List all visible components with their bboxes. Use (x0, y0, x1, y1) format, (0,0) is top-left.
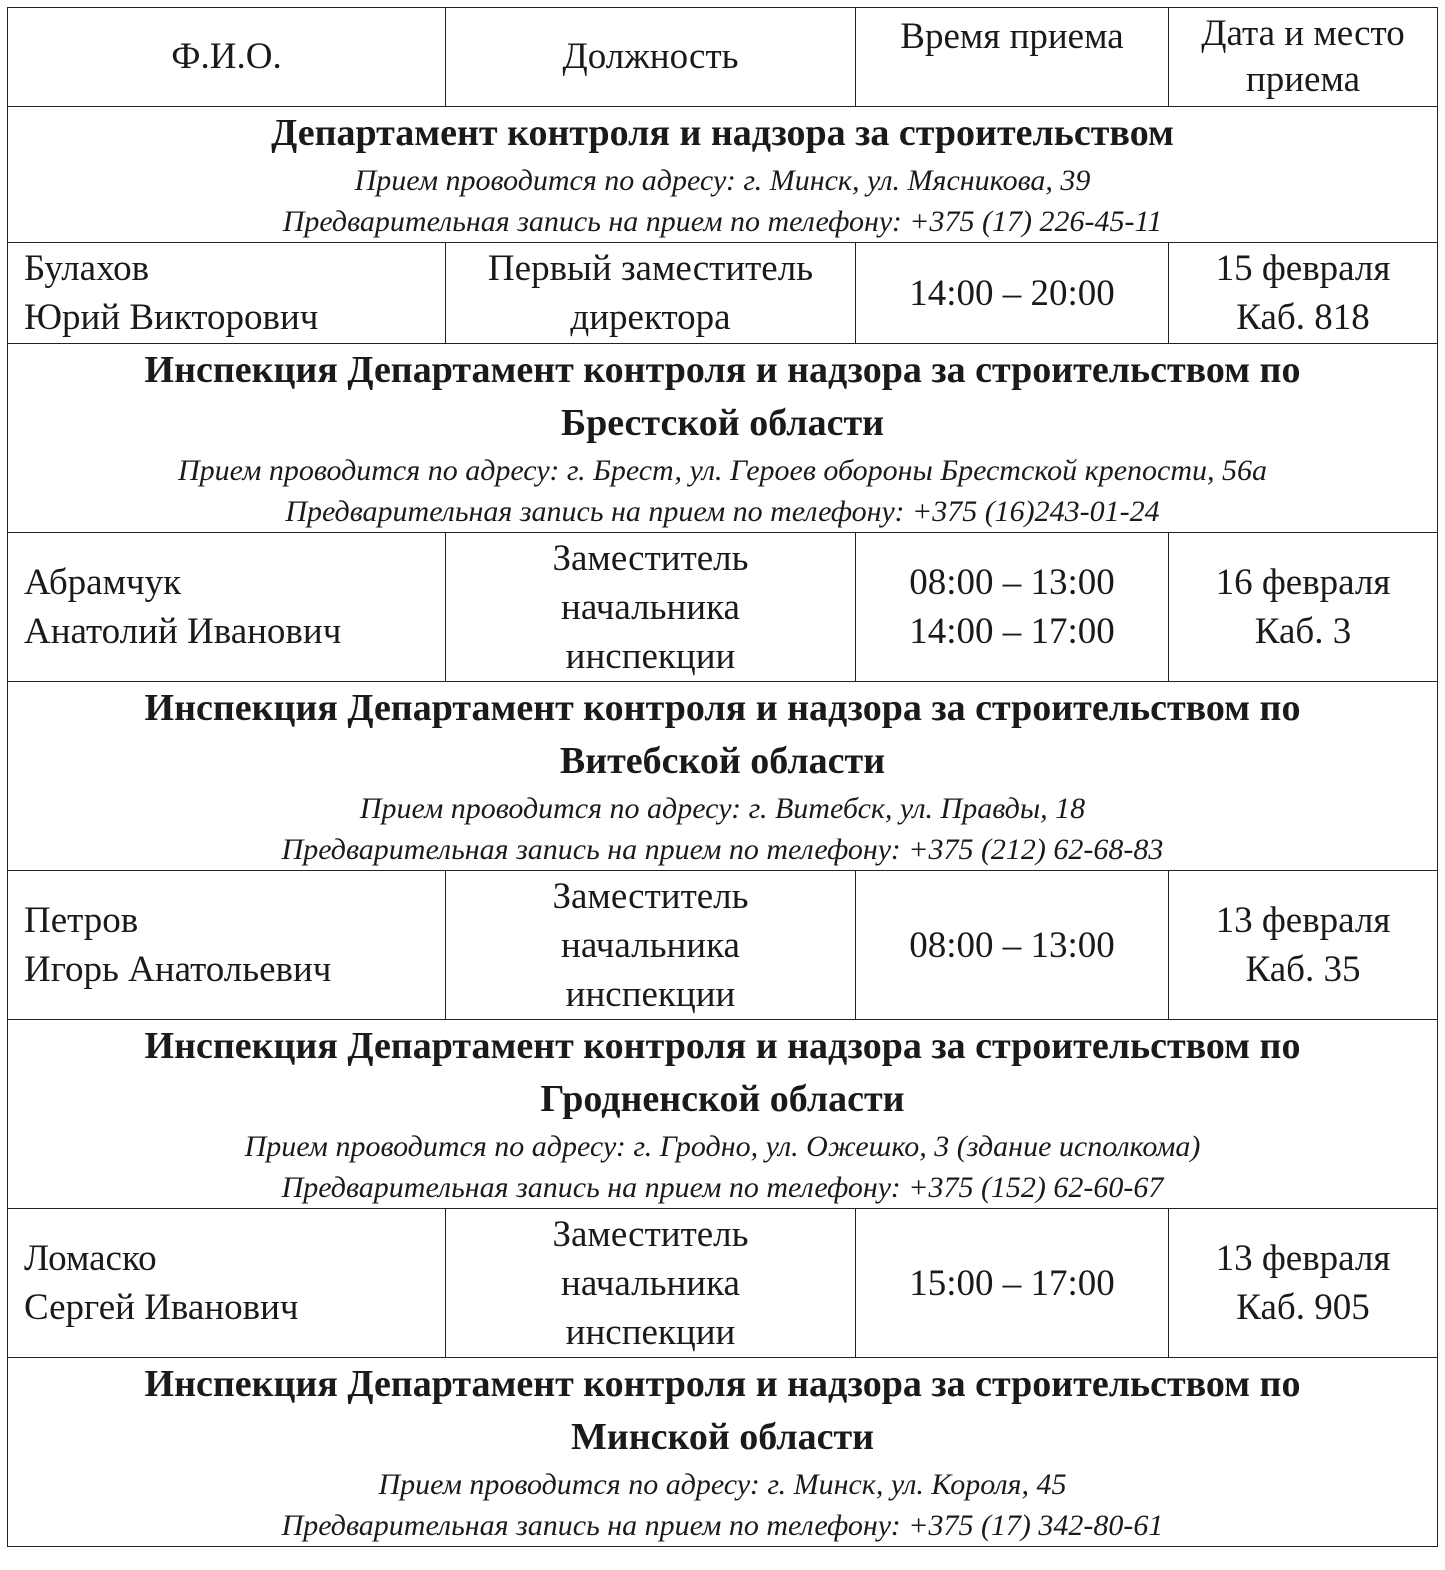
position-line: Заместитель (552, 875, 749, 917)
header-date-place (1169, 8, 1438, 107)
section-cell (8, 1358, 1438, 1547)
position-line: начальника (561, 924, 740, 966)
room-number: Каб. 35 (1245, 949, 1361, 990)
reception-date: 15 февраля (1215, 248, 1391, 289)
table-row (8, 1209, 1438, 1358)
header-time-label: Время приема (900, 16, 1124, 57)
section-title-region: Брестской области (560, 402, 885, 444)
section-row-vitebsk (8, 682, 1438, 871)
given-name: Юрий Викторович (24, 297, 319, 338)
header-row (8, 8, 1438, 107)
section-title-region: Минской области (570, 1416, 875, 1458)
fio-cell (8, 243, 446, 344)
section-address: Прием проводится по адресу: г. Минск, ул. Короля, 45 (378, 1468, 1067, 1501)
reception-date: 13 февраля (1215, 1238, 1391, 1279)
position-cell (446, 533, 856, 682)
header-fio: Ф.И.О. (8, 8, 446, 107)
position-line: начальника (561, 586, 740, 628)
given-name: Игорь Анатольевич (24, 949, 332, 990)
position-line: инспекции (565, 1311, 736, 1353)
header-time (856, 8, 1169, 107)
position-line: директора (570, 297, 731, 338)
position-line: инспекции (565, 973, 736, 1015)
section-title: Инспекция Департамент контроля и надзора за строительством по (144, 1363, 1301, 1405)
section-address: Прием проводится по адресу: г. Витебск, ул. Правды, 18 (359, 792, 1086, 825)
section-title: Департамент контроля и надзора за строительством (271, 112, 1174, 154)
table-row (8, 243, 1438, 344)
position-line: Заместитель (552, 537, 749, 579)
section-cell (8, 682, 1438, 871)
fio-cell (8, 1209, 446, 1358)
given-name: Сергей Иванович (24, 1287, 299, 1328)
header-date-line2: приема (1245, 59, 1361, 100)
section-row-brest (8, 344, 1438, 533)
room-number: Каб. 818 (1236, 297, 1370, 338)
position-cell (446, 1209, 856, 1358)
room-number: Каб. 3 (1254, 611, 1352, 652)
section-title-region: Гродненской области (540, 1078, 905, 1120)
section-title: Инспекция Департамент контроля и надзора за строительством по (144, 1025, 1301, 1067)
time-range: 14:00 – 17:00 (909, 611, 1115, 652)
position-cell (446, 871, 856, 1020)
fio-cell (8, 533, 446, 682)
date-place-cell (1169, 533, 1438, 682)
section-phone: Предварительная запись на прием по телефону: +375 (152) 62-60-67 (281, 1171, 1164, 1204)
position-line: начальника (561, 1262, 740, 1304)
section-cell (8, 344, 1438, 533)
date-place-cell (1169, 1209, 1438, 1358)
section-row-department (8, 107, 1438, 243)
header-date-line1: Дата и место (1201, 13, 1405, 54)
time-range: 08:00 – 13:00 (909, 562, 1115, 603)
surname: Абрамчук (24, 562, 182, 603)
section-cell (8, 1020, 1438, 1209)
section-title-region: Витебской области (559, 740, 886, 782)
time-cell (856, 533, 1169, 682)
position-line: инспекции (565, 635, 736, 677)
position-cell (446, 243, 856, 344)
time-cell (856, 871, 1169, 1020)
position-line: Заместитель (552, 1213, 749, 1255)
time-cell (856, 243, 1169, 344)
room-number: Каб. 905 (1236, 1287, 1370, 1328)
table-row (8, 871, 1438, 1020)
reception-date: 16 февраля (1215, 562, 1391, 603)
surname: Петров (24, 900, 139, 941)
section-row-minsk-region (8, 1358, 1438, 1547)
section-address: Прием проводится по адресу: г. Гродно, ул. Ожешко, 3 (здание исполкома) (244, 1130, 1201, 1163)
section-phone: Предварительная запись на прием по телефону: +375 (212) 62-68-83 (281, 833, 1164, 866)
surname: Ломаско (24, 1238, 157, 1279)
reception-date: 13 февраля (1215, 900, 1391, 941)
header-position: Должность (446, 8, 856, 107)
section-title: Инспекция Департамент контроля и надзора за строительством по (144, 349, 1301, 391)
section-cell (8, 107, 1438, 243)
section-phone: Предварительная запись на прием по телефону: +375 (17) 226-45-11 (282, 205, 1163, 238)
position-line: Первый заместитель (487, 248, 814, 289)
surname: Булахов (24, 248, 150, 289)
section-phone: Предварительная запись на прием по телефону: +375 (17) 342-80-61 (281, 1509, 1164, 1542)
section-title: Инспекция Департамент контроля и надзора за строительством по (144, 687, 1301, 729)
section-address: Прием проводится по адресу: г. Брест, ул. Героев обороны Брестской крепости, 56а (177, 454, 1268, 487)
date-place-cell (1169, 871, 1438, 1020)
fio-cell (8, 871, 446, 1020)
section-phone: Предварительная запись на прием по телефону: +375 (16)243-01-24 (285, 495, 1160, 528)
time-range: 14:00 – 20:00 (909, 272, 1115, 314)
reception-schedule-table (7, 7, 1438, 1547)
section-address: Прием проводится по адресу: г. Минск, ул. Мясникова, 39 (354, 164, 1091, 197)
given-name: Анатолий Иванович (24, 611, 342, 652)
date-place-cell (1169, 243, 1438, 344)
time-range: 15:00 – 17:00 (909, 1262, 1115, 1304)
time-range: 08:00 – 13:00 (909, 924, 1115, 966)
time-cell (856, 1209, 1169, 1358)
table-row (8, 533, 1438, 682)
section-row-grodno (8, 1020, 1438, 1209)
